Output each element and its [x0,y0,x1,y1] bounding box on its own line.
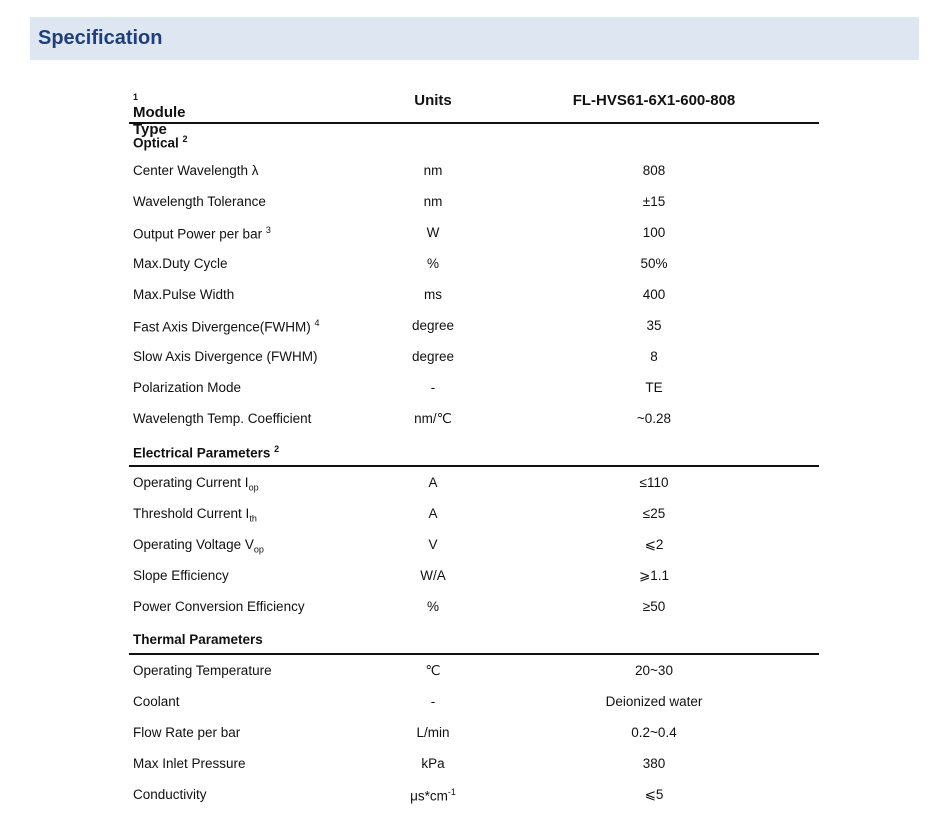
table-row: Threshold Current $I_{th}$ A ≤25 [133,506,666,524]
table-row: Max.Duty Cycle % 50% [133,256,668,271]
table-row: Wavelength Temp. Coefficient nm/℃ ~0.28 [133,411,672,426]
specification-header [30,17,919,60]
table-row: Coolant - Deionized water [133,694,703,709]
section-electrical: Electrical Parameters $^2$ [129,434,819,467]
table-row: Max.Pulse Width ms 400 [133,287,666,302]
header-units: Units [414,92,452,109]
header-model: FL-HVS61-6X1-600-808 [572,92,736,109]
table-row: Max Inlet Pressure kPa 380 [133,756,666,771]
section-optical: Optical $^2$ [133,134,188,151]
table-row: Wavelength Tolerance nm ±15 [133,194,666,209]
table-row: Operating Temperature ℃ 20~30 [133,663,673,678]
table-row: Slow Axis Divergence (FWHM) degree 8 [133,349,658,364]
spec-table [129,80,819,810]
table-row: Operating Voltage $V_{op}$ V ⩽2 [133,537,664,555]
table-header-row [129,80,819,138]
table-row: Conductivity $\mu s*cm^{-1}$ ⩽5 [133,787,664,804]
table-row: Polarization Mode - TE [133,380,663,395]
table-row: Slope Efficiency W/A ⩾1.1 [133,568,670,583]
table-row: Center Wavelength λ nm 808 [133,163,666,178]
table-row: Fast Axis Divergence(FWHM) $^4$ degree 35 [133,318,662,335]
table-row: Operating Current $I_{op}$ A ≤110 [133,475,669,493]
table-row: Power Conversion Efficiency % ≥50 [133,599,666,614]
header-module-type: Module Type $^1$ [133,92,186,138]
table-row: Flow Rate per bar L/min 0.2~0.4 [133,725,677,740]
page-title: Specification [38,27,163,49]
table-row: Output Power per bar $^3$ W 100 [133,225,666,242]
section-thermal: Thermal Parameters [129,622,819,655]
